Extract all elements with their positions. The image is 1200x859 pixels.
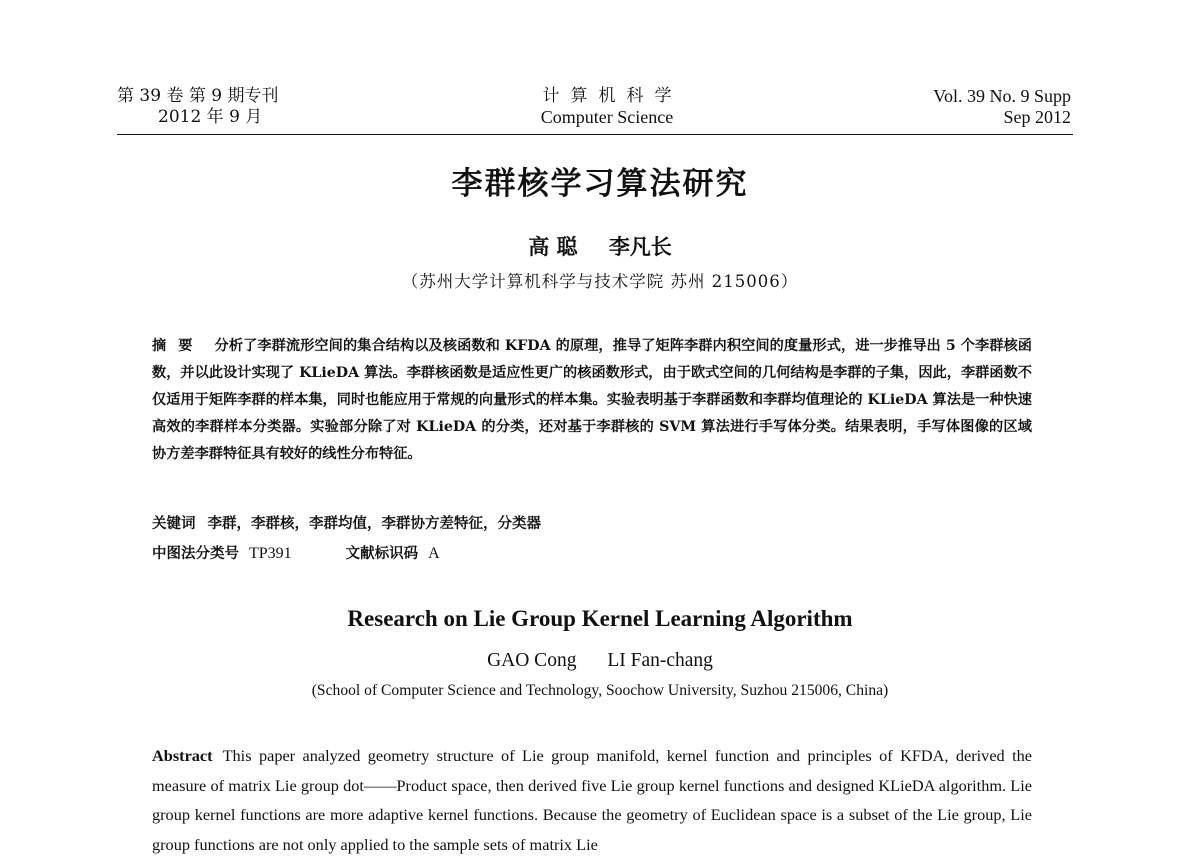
keywords-cn	[152, 513, 1032, 535]
keywords-cn-text: 李群，李群核，李群均值，李群协方差特征，分类器	[207, 515, 541, 532]
clc-label: 中图法分类号	[152, 546, 239, 562]
author-cn-2: 李凡长	[608, 235, 672, 259]
journal-name-en: Computer Science	[540, 107, 674, 127]
abstract-cn-text: 分析了李群流形空间的集合结构以及核函数和 KFDA 的原理，推导了矩阵李群内积空间的度量形式，进一步推导出 5 个李群核函数，并以此设计实现了 KLieDA 算法。李群核函数是适应性更广的核函数形式，由于欧式空间的几何结构是李群的子集，因此，李群函数不仅适用于矩阵李群的样本集，同时也能应用于常规的向量形式的样本集。实验表明基于李群函数和李群均值理论的 KLieDA 算法是一种快速高效的李群样本分类器。实验部分除了对 KLieDA 的分类，还对基于李群核的 SVM 算法进行手写体分类。结果表明，手写体图像的区域协方差李群特征具有较好的线性分布特征。	[152, 338, 1032, 462]
authors-cn	[0, 231, 1200, 261]
author-cn-1: 高 聪	[528, 235, 578, 259]
journal-name-cn: 计算机科学	[542, 86, 683, 106]
journal-header	[117, 86, 1073, 135]
authors-en	[0, 650, 1200, 672]
doc-code-label: 文献标识码	[345, 546, 419, 562]
publication-date-en: Sep 2012	[1003, 107, 1071, 127]
doc-code-value: A	[428, 545, 440, 562]
abstract-cn-label: 摘要	[152, 338, 205, 354]
author-en-1: GAO Cong	[487, 650, 577, 671]
volume-issue: 第 39 卷 第 9 期专刊	[117, 86, 279, 106]
journal-name	[497, 86, 717, 128]
classification-row	[152, 543, 1032, 565]
clc-value: TP391	[249, 545, 292, 562]
publication-date-cn: 2012 年 9 月	[158, 107, 263, 127]
keywords-cn-label: 关键词	[152, 516, 196, 532]
abstract-en-label: Abstract	[152, 746, 213, 765]
paper-title-cn: 李群核学习算法研究	[451, 166, 749, 202]
volume-issue-en: Vol. 39 No. 9 Supp	[933, 86, 1071, 106]
abstract-en-text: This paper analyzed geometry structure of Lie group manifold, kernel function and principles of KFDA, derived the measure of matrix Lie group dot——Product space, then derived five Lie group kernel functions and designed KLieDA algorithm. Lie group kernel functions are more adaptive kernel functions. Because the geometry of Euclidean space is a subset of the Lie group, Lie group functions are not only applied to the sample sets of matrix Lie	[152, 746, 1032, 854]
volume-info	[117, 86, 278, 128]
abstract-cn	[152, 333, 1032, 468]
abstract-en	[152, 741, 1032, 859]
affiliation-en: (School of Computer Science and Technology, Soochow University, Suzhou 215006, China)	[311, 682, 889, 699]
author-en-2: LI Fan-chang	[607, 650, 713, 671]
volume-info-en	[933, 86, 1071, 128]
paper-title-en: Research on Lie Group Kernel Learning Algorithm	[347, 606, 853, 631]
affiliation-cn: （苏州大学计算机科学与技术学院 苏州 215006）	[401, 272, 799, 291]
